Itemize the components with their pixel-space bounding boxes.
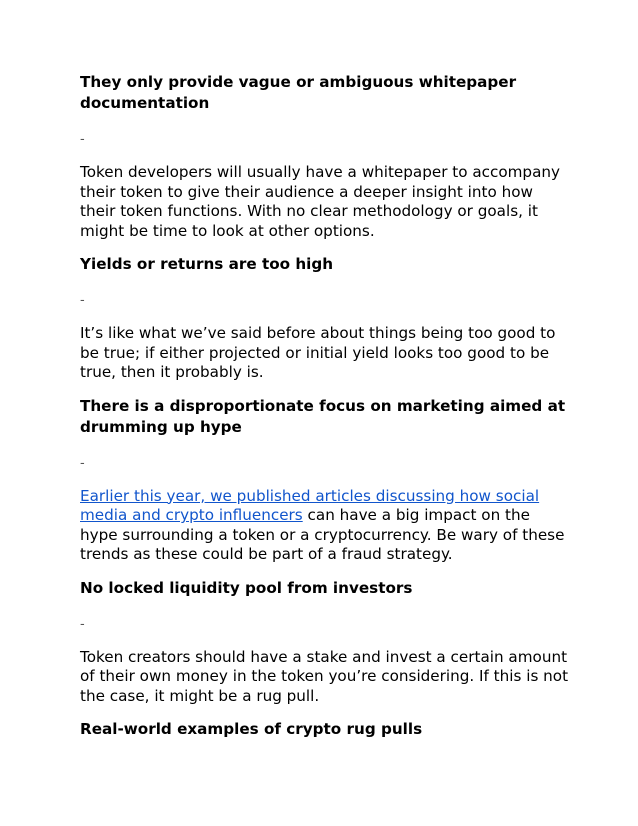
paragraph-hype-text: can have a big impact on the hype surrounding a token or a cryptocurrency. Be wary of these trends as these could be part of a fraud strategy. (80, 506, 565, 563)
influencers-article-link[interactable]: Earlier this year, we published articles discussing how social media and crypto influencers (80, 486, 540, 524)
heading-liquidity-pool: No locked liquidity pool from investors (80, 578, 413, 597)
document-content (80, 72, 570, 740)
heading-high-yields: Yields or returns are too high (80, 255, 334, 273)
paragraph-hype (80, 487, 570, 565)
paragraph-liquidity: Token creators should have a stake and invest a certain amount of their own money in the token you’re considering. If this is not the case, it might be a rug pull. (80, 647, 569, 705)
paragraph-whitepaper: Token developers will usually have a whitepaper to accompany their token to give their audience a deeper insight into how their token functions. With no clear methodology or goals, it might be time to look at other options. (80, 163, 560, 240)
dash-separator: - (80, 293, 85, 308)
paragraph-yields: It’s like what we’ve said before about things being too good to be true; if either projected or initial yield looks too good to be true, then it probably is. (80, 324, 556, 381)
dash-separator: - (80, 455, 85, 471)
dash-separator: - (80, 616, 85, 632)
dash-separator: - (80, 132, 85, 147)
heading-vague-whitepaper: They only provide vague or ambiguous whitepaper documentation (80, 73, 517, 112)
heading-marketing-hype: There is a disproportionate focus on marketing aimed at drumming up hype (80, 396, 566, 436)
heading-rug-pull-examples: Real-world examples of crypto rug pulls (80, 720, 423, 738)
